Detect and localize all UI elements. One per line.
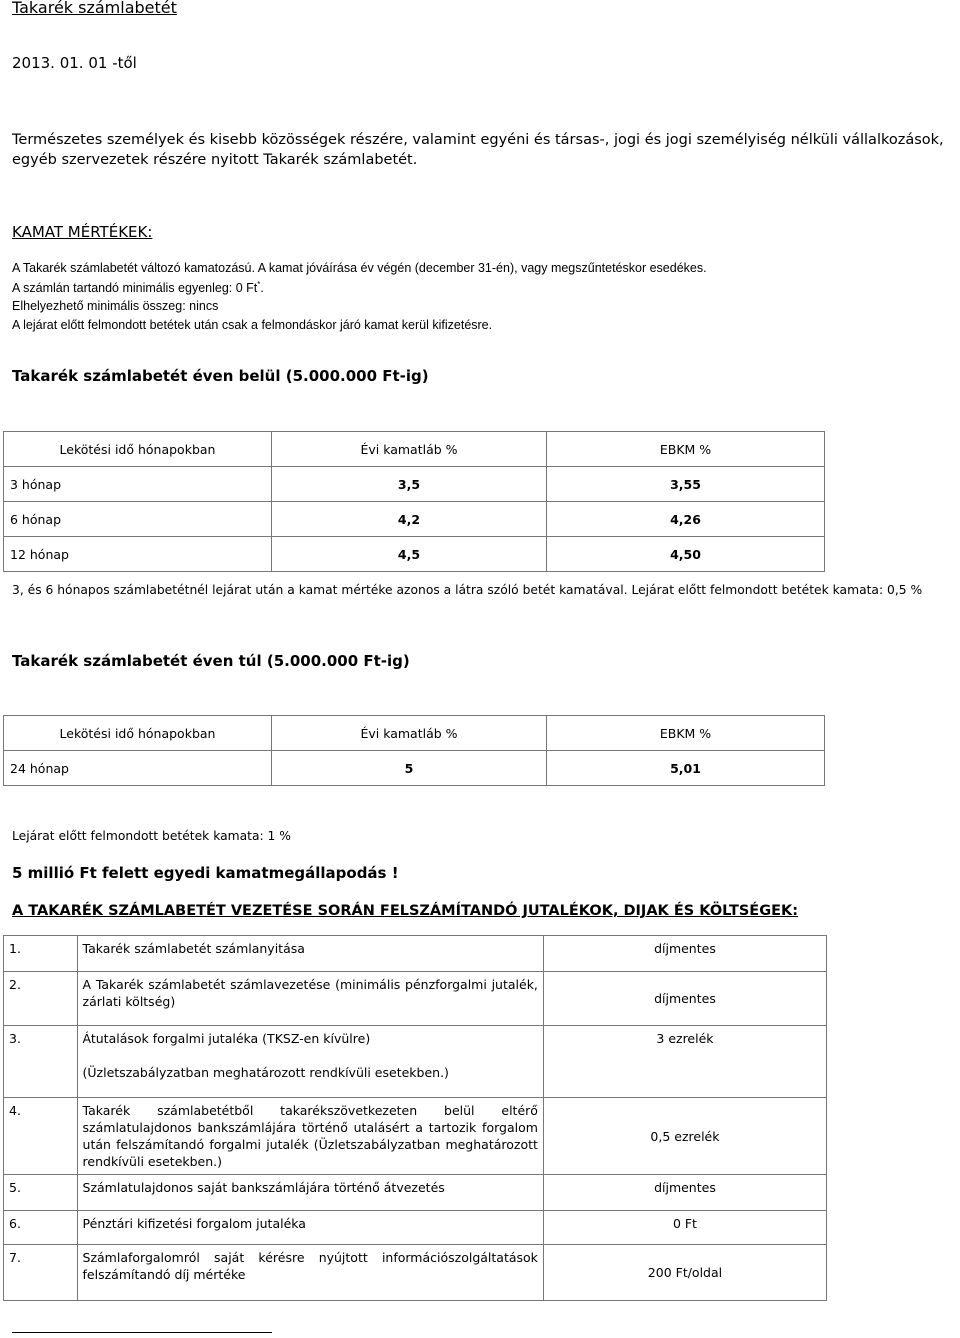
table-row: [4, 751, 825, 786]
table-row: [4, 502, 825, 537]
rate-cell: 4,5: [272, 537, 547, 572]
col-header-ebkm: EBKM %: [547, 716, 825, 751]
col-header-term: Lekötési idő hónapokban: [4, 716, 272, 751]
term-cell: 12 hónap: [4, 537, 272, 572]
fee-description: Számlaforgalomról saját kérésre nyújtott információszolgáltatások felszámítandó díj mértéke: [77, 1245, 543, 1301]
min-balance-text: A számlán tartandó minimális egyenleg: 0 Ft: [12, 281, 258, 296]
rate-cell: 3,5: [272, 467, 547, 502]
term-cell: 24 hónap: [4, 751, 272, 786]
ebkm-cell: 4,26: [547, 502, 825, 537]
table-row: [4, 537, 825, 572]
intro-paragraph: Természetes személyek és kisebb közösségek részére, valamint egyéni és társas-, jogi és jogi személyiség nélküli vállalkozások, egyéb szervezetek részére nyitott Takarék számlabetét.: [12, 132, 944, 168]
section1-note: 3, és 6 hónapos számlabetétnél lejárat után a kamat mértéke azonos a látra szóló betét kamatával. Lejárat előtt felmondott betétek kamata: 0,5 %: [12, 583, 923, 597]
fee-value: díjmentes: [543, 1175, 826, 1211]
table-row: [4, 972, 827, 1026]
fee-number: 5.: [4, 1175, 78, 1211]
individual-rate-note: 5 millió Ft felett egyedi kamatmegállapodás !: [12, 864, 399, 882]
ebkm-cell: 3,55: [547, 467, 825, 502]
fee-description: Pénztári kifizetési forgalom jutaléka: [77, 1211, 543, 1245]
table-row: [4, 1175, 827, 1211]
fee-description-subnote: (Üzletszabályzatban meghatározott rendkívüli esetekben.): [82, 1065, 449, 1080]
fee-number: 4.: [4, 1098, 78, 1175]
term-cell: 3 hónap: [4, 467, 272, 502]
info-line-early-withdrawal: A lejárat előtt felmondott betétek után csak a felmondáskor járó kamat kerül kifizetésre.: [12, 318, 493, 332]
col-header-ebkm: EBKM %: [547, 432, 825, 467]
effective-date: 2013. 01. 01 -től: [12, 54, 137, 72]
fee-number: 3.: [4, 1026, 78, 1098]
document-title: Takarék számlabetét: [12, 0, 177, 17]
col-header-rate: Évi kamatláb %: [272, 716, 547, 751]
col-header-term: Lekötési idő hónapokban: [4, 432, 272, 467]
table-row: [4, 1026, 827, 1098]
table-header-row: [4, 432, 825, 467]
fee-number: 1.: [4, 936, 78, 972]
footnote-mark: *: [257, 280, 261, 289]
section2-note: Lejárat előtt felmondott betétek kamata: 1 %: [12, 829, 291, 843]
info-line-min-balance: [12, 280, 264, 295]
rate-cell: 5: [272, 751, 547, 786]
term-cell: 6 hónap: [4, 502, 272, 537]
fee-value: díjmentes: [543, 936, 826, 972]
table-row: [4, 1211, 827, 1245]
fees-heading: A TAKARÉK SZÁMLABETÉT VEZETÉSE SORÁN FELSZÁMÍTANDÓ JUTALÉKOK, DIJAK ÉS KÖLTSÉGEK:: [12, 903, 799, 919]
fees-table: [3, 935, 827, 1301]
table-row: [4, 936, 827, 972]
info-line-variable-rate: A Takarék számlabetét változó kamatozású. A kamat jóváírása év végén (december 31-én), vagy megszűntetéskor esedékes.: [12, 261, 707, 275]
table-row: [4, 1245, 827, 1301]
ebkm-cell: 4,50: [547, 537, 825, 572]
fee-description: Takarék számlabetétből takarékszövetkezeten belül eltérő számlatulajdonos bankszámlájára történő utalásért a tartozik forgalom után felszámítandó forgalmi jutalék (Üzletszabályzatban meghatározott rendkívüli esetekben.): [77, 1098, 543, 1175]
fee-number: 6.: [4, 1211, 78, 1245]
col-header-rate: Évi kamatláb %: [272, 432, 547, 467]
footnote-separator: [12, 1332, 272, 1333]
fee-description: Számlatulajdonos saját bankszámlájára történő átvezetés: [77, 1175, 543, 1211]
fee-value: díjmentes: [543, 972, 826, 1026]
fee-description-line: Átutalások forgalmi jutaléka (TKSZ-en kívülre): [82, 1031, 371, 1046]
fee-number: 2.: [4, 972, 78, 1026]
min-balance-dot: .: [260, 281, 264, 296]
rates-table-long-term: [3, 715, 825, 786]
fee-value: 0,5 ezrelék: [543, 1098, 826, 1175]
info-line-min-deposit: Elhelyezhető minimális összeg: nincs: [12, 299, 219, 313]
table-header-row: [4, 716, 825, 751]
rate-cell: 4,2: [272, 502, 547, 537]
fee-description: Takarék számlabetét számlanyitása: [77, 936, 543, 972]
fee-description: A Takarék számlabetét számlavezetése (minimális pénzforgalmi jutalék, zárlati költség): [77, 972, 543, 1026]
fee-value: 200 Ft/oldal: [543, 1245, 826, 1301]
fee-number: 7.: [4, 1245, 78, 1301]
table-row: [4, 467, 825, 502]
section2-heading: Takarék számlabetét éven túl (5.000.000 Ft-ig): [12, 652, 410, 670]
fee-description: [77, 1026, 543, 1098]
ebkm-cell: 5,01: [547, 751, 825, 786]
fee-value: 0 Ft: [543, 1211, 826, 1245]
table-row: [4, 1098, 827, 1175]
interest-rates-heading: KAMAT MÉRTÉKEK:: [12, 223, 153, 241]
rates-table-short-term: [3, 431, 825, 572]
fee-value: 3 ezrelék: [543, 1026, 826, 1098]
section1-heading: Takarék számlabetét éven belül (5.000.000 Ft-ig): [12, 367, 429, 385]
